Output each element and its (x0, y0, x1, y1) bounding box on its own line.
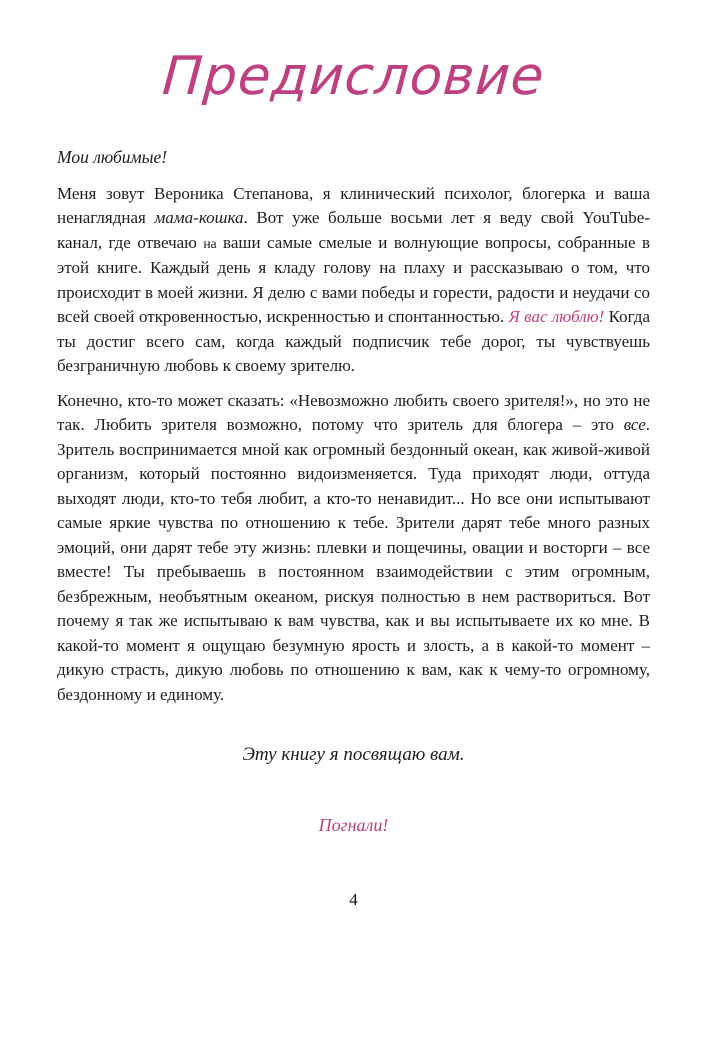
paragraph-intro: Меня зовут Вероника Степанова, я клинический психолог, блогерка и ваша ненаглядная мама-кошка. Вот уже больше восьми лет я веду свой YouTube-канал, где отвечаю на ваши самые смелые и волнующие вопросы, собранные в этой книге. Каждый день я кладу голову на плаху и рассказываю о том, что происходит в моей жизни. Я делю с вами победы и горести, радости и неудачи со всей своей откровенностью, искренностью и спонтанностью. Я вас люблю! Когда ты достиг всего сам, когда каждый подписчик тебе дорог, ты чувствуешь безграничную любовь к своему зрителю. (57, 183, 650, 376)
chapter-title: Предисловие (160, 46, 547, 107)
page-number: 4 (349, 890, 358, 910)
book-page (0, 46, 707, 1046)
greeting-line: Мои любимые! (57, 146, 168, 167)
dedication-line: Эту книгу я посвящаю вам. (242, 744, 465, 766)
closing-line: Погнали! (318, 815, 389, 836)
paragraph-audience: Конечно, кто-то может сказать: «Невозможно любить своего зрителя!», но это не так. Любить зрителя возможно, потому что зритель для блогера – это все. Зритель воспринимается мной как огромный бездонный океан, как живой-живой организм, который постоянно видоизменяется. Туда приходят люди, оттуда выходят люди, кто-то тебя любит, а кто-то ненавидит... Но все они испытывают самые яркие чувства по отношению к тебе. Зрители дарят тебе много разных эмоций, они дарят тебе эту жизнь: плевки и пощечины, овации и восторги – все вместе! Ты пребываешь в постоянном взаимодействии с этим огромным, безбрежным, необъятным океаном, рискуя полностью в нем раствориться. Вот почему я так же испытываю к вам чувства, как и вы испытываете их ко мне. В какой-то момент я ощущаю безумную ярость и злость, а в какой-то момент – дикую страсть, дикую любовь по отношению к вам, как к чему-то огромному, бездонному и единому. (57, 390, 650, 704)
